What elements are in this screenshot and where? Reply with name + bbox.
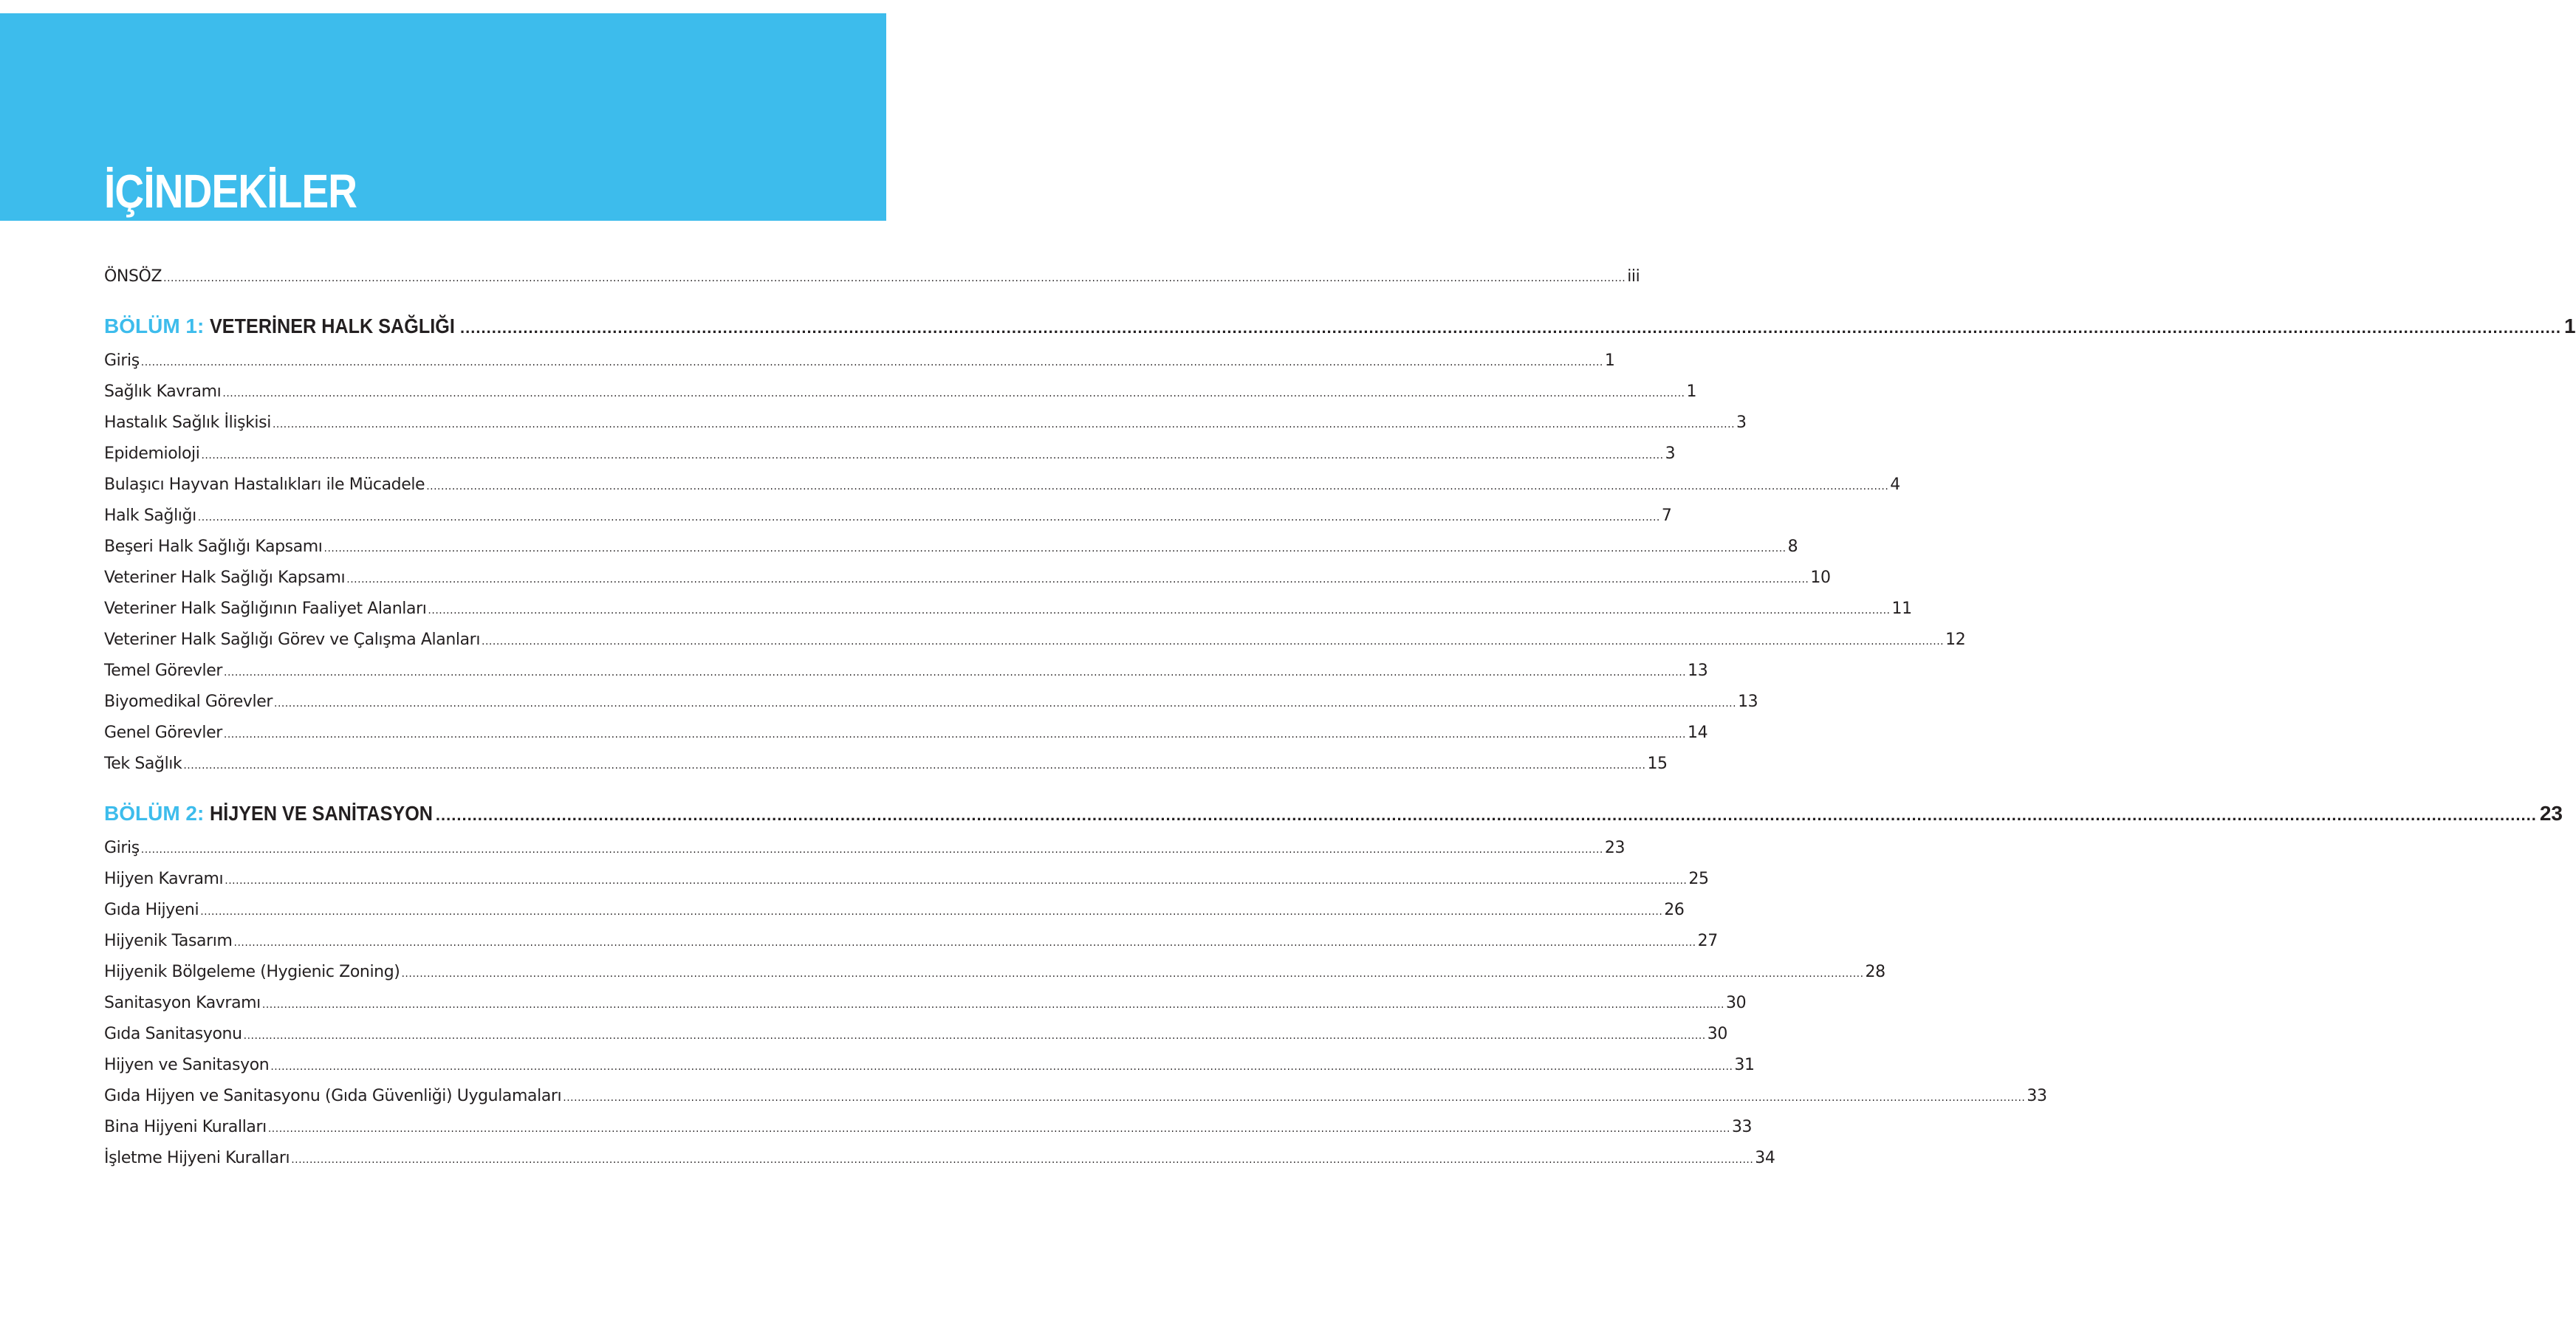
toc-entry-label: Hijyen ve Sanitasyon <box>104 1056 270 1074</box>
toc-entry-page: 33 <box>2027 1087 2047 1105</box>
toc-entry-label: Biyomedikal Görevler <box>104 693 273 711</box>
leader-dots: ................................................................................................................................................................................................................................................................................................................................................................................................................ <box>401 968 1864 980</box>
toc-entry-page: 30 <box>1707 1025 1727 1043</box>
toc-entry-page: 8 <box>1787 538 1798 556</box>
header-banner <box>0 13 886 221</box>
toc-entry-label: Tek Sağlık <box>104 755 182 773</box>
toc-entry[interactable] <box>104 532 1798 563</box>
toc-entry-label: Halk Sağlığı <box>104 506 196 525</box>
toc-entry-page: 25 <box>1688 870 1709 888</box>
leader-dots: ................................................................................................................................................................................................................................................................................................................................................................................................................ <box>243 1030 1706 1042</box>
toc-entry[interactable] <box>104 926 1718 957</box>
toc-entry-page: 14 <box>1687 724 1708 742</box>
toc-entry-page: 13 <box>1738 693 1758 711</box>
chapter-title: HİJYEN VE SANİTASYON <box>210 802 434 825</box>
toc-entry[interactable] <box>104 833 1626 864</box>
leader-dots: ................................................................................................................................................................................................................................................................................................................................................................................................................ <box>323 543 1787 554</box>
chapter-number: BÖLÜM 1: <box>104 315 205 337</box>
toc-entry-page: 4 <box>1890 475 1900 494</box>
toc-entry[interactable] <box>104 988 1747 1019</box>
toc-entry-label: Bulaşıcı Hayvan Hastalıkları ile Mücadele <box>104 475 425 494</box>
leader-dots: ................................................................................................................................................................................................................................................................................................................................................................................................................ <box>224 667 1687 679</box>
toc-entry[interactable] <box>104 439 1676 470</box>
toc-entry[interactable] <box>104 1112 1753 1143</box>
toc-entry-label: Hijyen Kavramı <box>104 870 224 888</box>
toc-entry-page: 11 <box>1891 600 1912 618</box>
toc-entry-page: 12 <box>1945 631 1966 649</box>
toc-entry-label: Gıda Hijyeni <box>104 901 199 919</box>
toc-entry[interactable] <box>104 346 1615 377</box>
toc-entry-label: Bina Hijyeni Kuralları <box>104 1118 267 1136</box>
toc-entry[interactable] <box>104 718 1708 749</box>
chapter-heading[interactable] <box>104 310 2576 343</box>
leader-dots: ................................................................................................................................................................................................................................................................................................................................................................................................................ <box>233 937 1696 949</box>
toc-entry[interactable] <box>104 377 1697 408</box>
page-title: İÇİNDEKİLER <box>104 165 357 218</box>
toc-entry-page: 3 <box>1665 444 1676 463</box>
leader-dots: ................................................................................................................................................................................................................................................................................................................................................................................................................ <box>140 844 1603 856</box>
leader-dots: ................................................................................................................................................................................................................................................................................................................................................................................................................ <box>435 806 2537 824</box>
toc-entry[interactable] <box>104 1143 1775 1174</box>
toc-entry-label: Veteriner Halk Sağlığının Faaliyet Alanları <box>104 600 427 618</box>
toc-entry[interactable] <box>104 957 1885 988</box>
toc-entry-label: Gıda Hijyen ve Sanitasyonu (Gıda Güvenliği) Uygulamaları <box>104 1087 562 1105</box>
toc-entry-page: 15 <box>1647 755 1668 773</box>
toc-entry-page: 13 <box>1688 662 1708 680</box>
leader-dots: ................................................................................................................................................................................................................................................................................................................................................................................................................ <box>346 574 1809 585</box>
toc-entry-page: 23 <box>1604 839 1626 857</box>
toc-entry[interactable] <box>104 563 1831 594</box>
leader-dots: ................................................................................................................................................................................................................................................................................................................................................................................................................ <box>482 636 1945 648</box>
leader-dots: ................................................................................................................................................................................................................................................................................................................................................................................................................ <box>200 906 1663 918</box>
toc-entry-label: Hastalık Sağlık İlişkisi <box>104 413 271 432</box>
toc-entry-label: Gıda Sanitasyonu <box>104 1025 242 1043</box>
toc-entry[interactable] <box>104 864 1709 895</box>
toc-entry-label: Beşeri Halk Sağlığı Kapsamı <box>104 538 323 556</box>
toc-entry-label: Epidemioloji <box>104 444 200 463</box>
toc-entry-label: Hijyenik Tasarım <box>104 932 233 950</box>
toc-entry-page: 3 <box>1736 413 1747 432</box>
toc-entry-page: 10 <box>1810 569 1831 587</box>
toc-entry-label: Giriş <box>104 351 140 370</box>
toc-entry[interactable] <box>104 895 1685 926</box>
toc-entry[interactable] <box>104 1081 2047 1112</box>
toc-entry-page: 28 <box>1865 963 1885 981</box>
toc-entry-label: İşletme Hijyeni Kuralları <box>104 1149 290 1167</box>
toc-entry-label: Temel Görevler <box>104 662 223 680</box>
toc-entry-label: Sağlık Kavramı <box>104 382 222 401</box>
toc-entry-page: 34 <box>1755 1149 1775 1167</box>
toc-entry[interactable] <box>104 501 1672 532</box>
toc-entry[interactable] <box>104 470 1900 501</box>
leader-dots: ................................................................................................................................................................................................................................................................................................................................................................................................................ <box>223 729 1686 741</box>
toc-entry[interactable] <box>104 1050 1755 1081</box>
toc-entry-page: 7 <box>1661 506 1672 525</box>
leader-dots: ................................................................................................................................................................................................................................................................................................................................................................................................................ <box>460 318 2561 337</box>
toc-entry-label: Sanitasyon Kavramı <box>104 994 261 1012</box>
toc-entry[interactable] <box>104 1019 1727 1050</box>
chapter-page: 23 <box>2539 802 2563 825</box>
toc-entry[interactable] <box>104 749 1668 780</box>
chapter-heading[interactable] <box>104 797 2563 830</box>
leader-dots: ................................................................................................................................................................................................................................................................................................................................................................................................................ <box>291 1154 1754 1166</box>
toc-entry[interactable] <box>104 408 1747 439</box>
leader-dots: ................................................................................................................................................................................................................................................................................................................................................................................................................ <box>272 419 1736 430</box>
toc-entry-page: 30 <box>1725 994 1747 1012</box>
toc-entry-label: ÖNSÖZ <box>104 267 162 286</box>
toc-entry[interactable] <box>104 656 1708 687</box>
chapter-title: VETERİNER HALK SAĞLIĞI <box>210 315 456 337</box>
toc-entry-preface[interactable] <box>104 261 1640 292</box>
leader-dots: ................................................................................................................................................................................................................................................................................................................................................................................................................ <box>197 512 1660 523</box>
toc-entry[interactable] <box>104 687 1758 718</box>
chapter-number: BÖLÜM 2: <box>104 802 205 825</box>
toc-entry-page: 1 <box>1604 351 1615 370</box>
chapter-list <box>104 310 2576 1174</box>
leader-dots: ................................................................................................................................................................................................................................................................................................................................................................................................................ <box>274 698 1737 710</box>
leader-dots: ................................................................................................................................................................................................................................................................................................................................................................................................................ <box>563 1092 2026 1104</box>
leader-dots: ................................................................................................................................................................................................................................................................................................................................................................................................................ <box>201 450 1664 461</box>
leader-dots: ................................................................................................................................................................................................................................................................................................................................................................................................................ <box>426 481 1889 492</box>
toc-entry[interactable] <box>104 594 1912 625</box>
toc-entry-label: Veteriner Halk Sağlığı Görev ve Çalışma Alanları <box>104 631 481 649</box>
leader-dots: ................................................................................................................................................................................................................................................................................................................................................................................................................ <box>428 605 1891 617</box>
toc-entry-page: 1 <box>1686 382 1697 401</box>
leader-dots: ................................................................................................................................................................................................................................................................................................................................................................................................................ <box>163 272 1626 284</box>
toc-entry-page: 26 <box>1664 901 1685 919</box>
leader-dots: ................................................................................................................................................................................................................................................................................................................................................................................................................ <box>222 388 1685 399</box>
toc-entry-page: 33 <box>1731 1118 1753 1136</box>
leader-dots: ................................................................................................................................................................................................................................................................................................................................................................................................................ <box>270 1061 1733 1073</box>
table-of-contents <box>104 261 2576 1174</box>
leader-dots: ................................................................................................................................................................................................................................................................................................................................................................................................................ <box>261 999 1724 1011</box>
chapter-page: 1 <box>2563 315 2576 337</box>
toc-entry[interactable] <box>104 625 1966 656</box>
leader-dots: ................................................................................................................................................................................................................................................................................................................................................................................................................ <box>225 875 1688 887</box>
toc-entry-label: Veteriner Halk Sağlığı Kapsamı <box>104 569 346 587</box>
toc-entry-page: iii <box>1627 267 1640 286</box>
toc-entry-page: 31 <box>1734 1056 1755 1074</box>
leader-dots: ................................................................................................................................................................................................................................................................................................................................................................................................................ <box>140 357 1603 368</box>
toc-entry-label: Hijyenik Bölgeleme (Hygienic Zoning) <box>104 963 400 981</box>
toc-entry-label: Giriş <box>104 839 140 857</box>
leader-dots: ................................................................................................................................................................................................................................................................................................................................................................................................................ <box>183 760 1646 772</box>
toc-entry-page: 27 <box>1697 932 1718 950</box>
toc-entry-label: Genel Görevler <box>104 724 222 742</box>
leader-dots: ................................................................................................................................................................................................................................................................................................................................................................................................................ <box>267 1123 1730 1135</box>
